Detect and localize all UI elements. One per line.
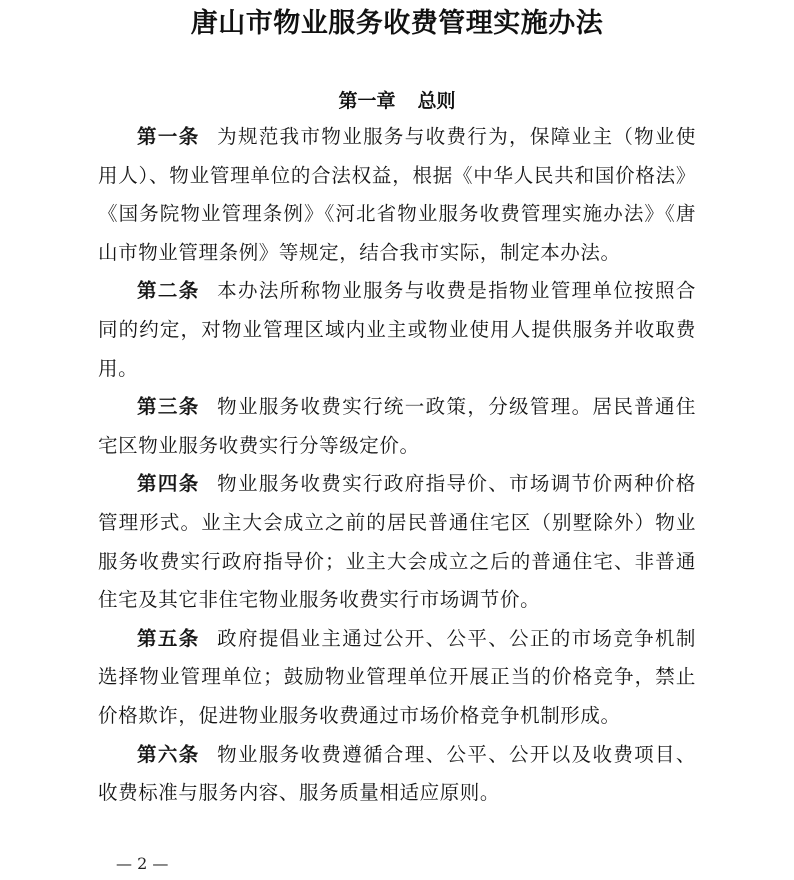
article-5 [98,620,696,736]
article-text: 物业服务收费实行政府指导价、市场调节价两种价格管理形式。业主大会成立之前的居民普通住宅区（别墅除外）物业服务收费实行政府指导价；业主大会成立之后的普通住宅、非普通住宅及其它非住宅物业服务收费实行市场调节价。 [98,472,696,612]
article-text: 本办法所称物业服务与收费是指物业管理单位按照合同的约定，对物业管理区域内业主或物业使用人提供服务并收取费用。 [98,279,696,380]
page-number: — 2 — [116,854,169,873]
chapter-heading [0,86,794,116]
article-2 [98,272,696,388]
document-body [98,118,696,813]
article-label: 第六条 [137,742,200,766]
article-label: 第四条 [137,472,200,496]
article-6 [98,736,696,813]
article-text: 物业服务收费实行统一政策，分级管理。居民普通住宅区物业服务收费实行分等级定价。 [98,395,696,457]
article-1 [98,118,696,272]
article-text: 物业服务收费遵循合理、公平、公开以及收费项目、收费标准与服务内容、服务质量相适应原则。 [98,742,696,805]
article-text: 政府提倡业主通过公开、公平、公正的市场竞争机制选择物业管理单位；鼓励物业管理单位开展正当的价格竞争，禁止价格欺诈，促进物业服务收费通过市场价格竞争机制形成。 [98,626,696,727]
article-4 [98,465,696,619]
article-text: 为规范我市物业服务与收费行为，保障业主（物业使用人）、物业管理单位的合法权益，根据《中华人民共和国价格法》《国务院物业管理条例》《河北省物业服务收费管理实施办法》《唐山市物业管理条例》等规定，结合我市实际，制定本办法。 [98,125,696,264]
document-title: 唐山市物业服务收费管理实施办法 [190,8,604,39]
article-label: 第二条 [137,279,200,303]
chapter-number: 第一章 [338,90,396,112]
article-label: 第一条 [137,125,200,148]
article-label: 第五条 [137,626,200,650]
chapter-name: 总则 [417,90,456,112]
article-3 [98,388,696,465]
article-label: 第三条 [137,395,200,419]
